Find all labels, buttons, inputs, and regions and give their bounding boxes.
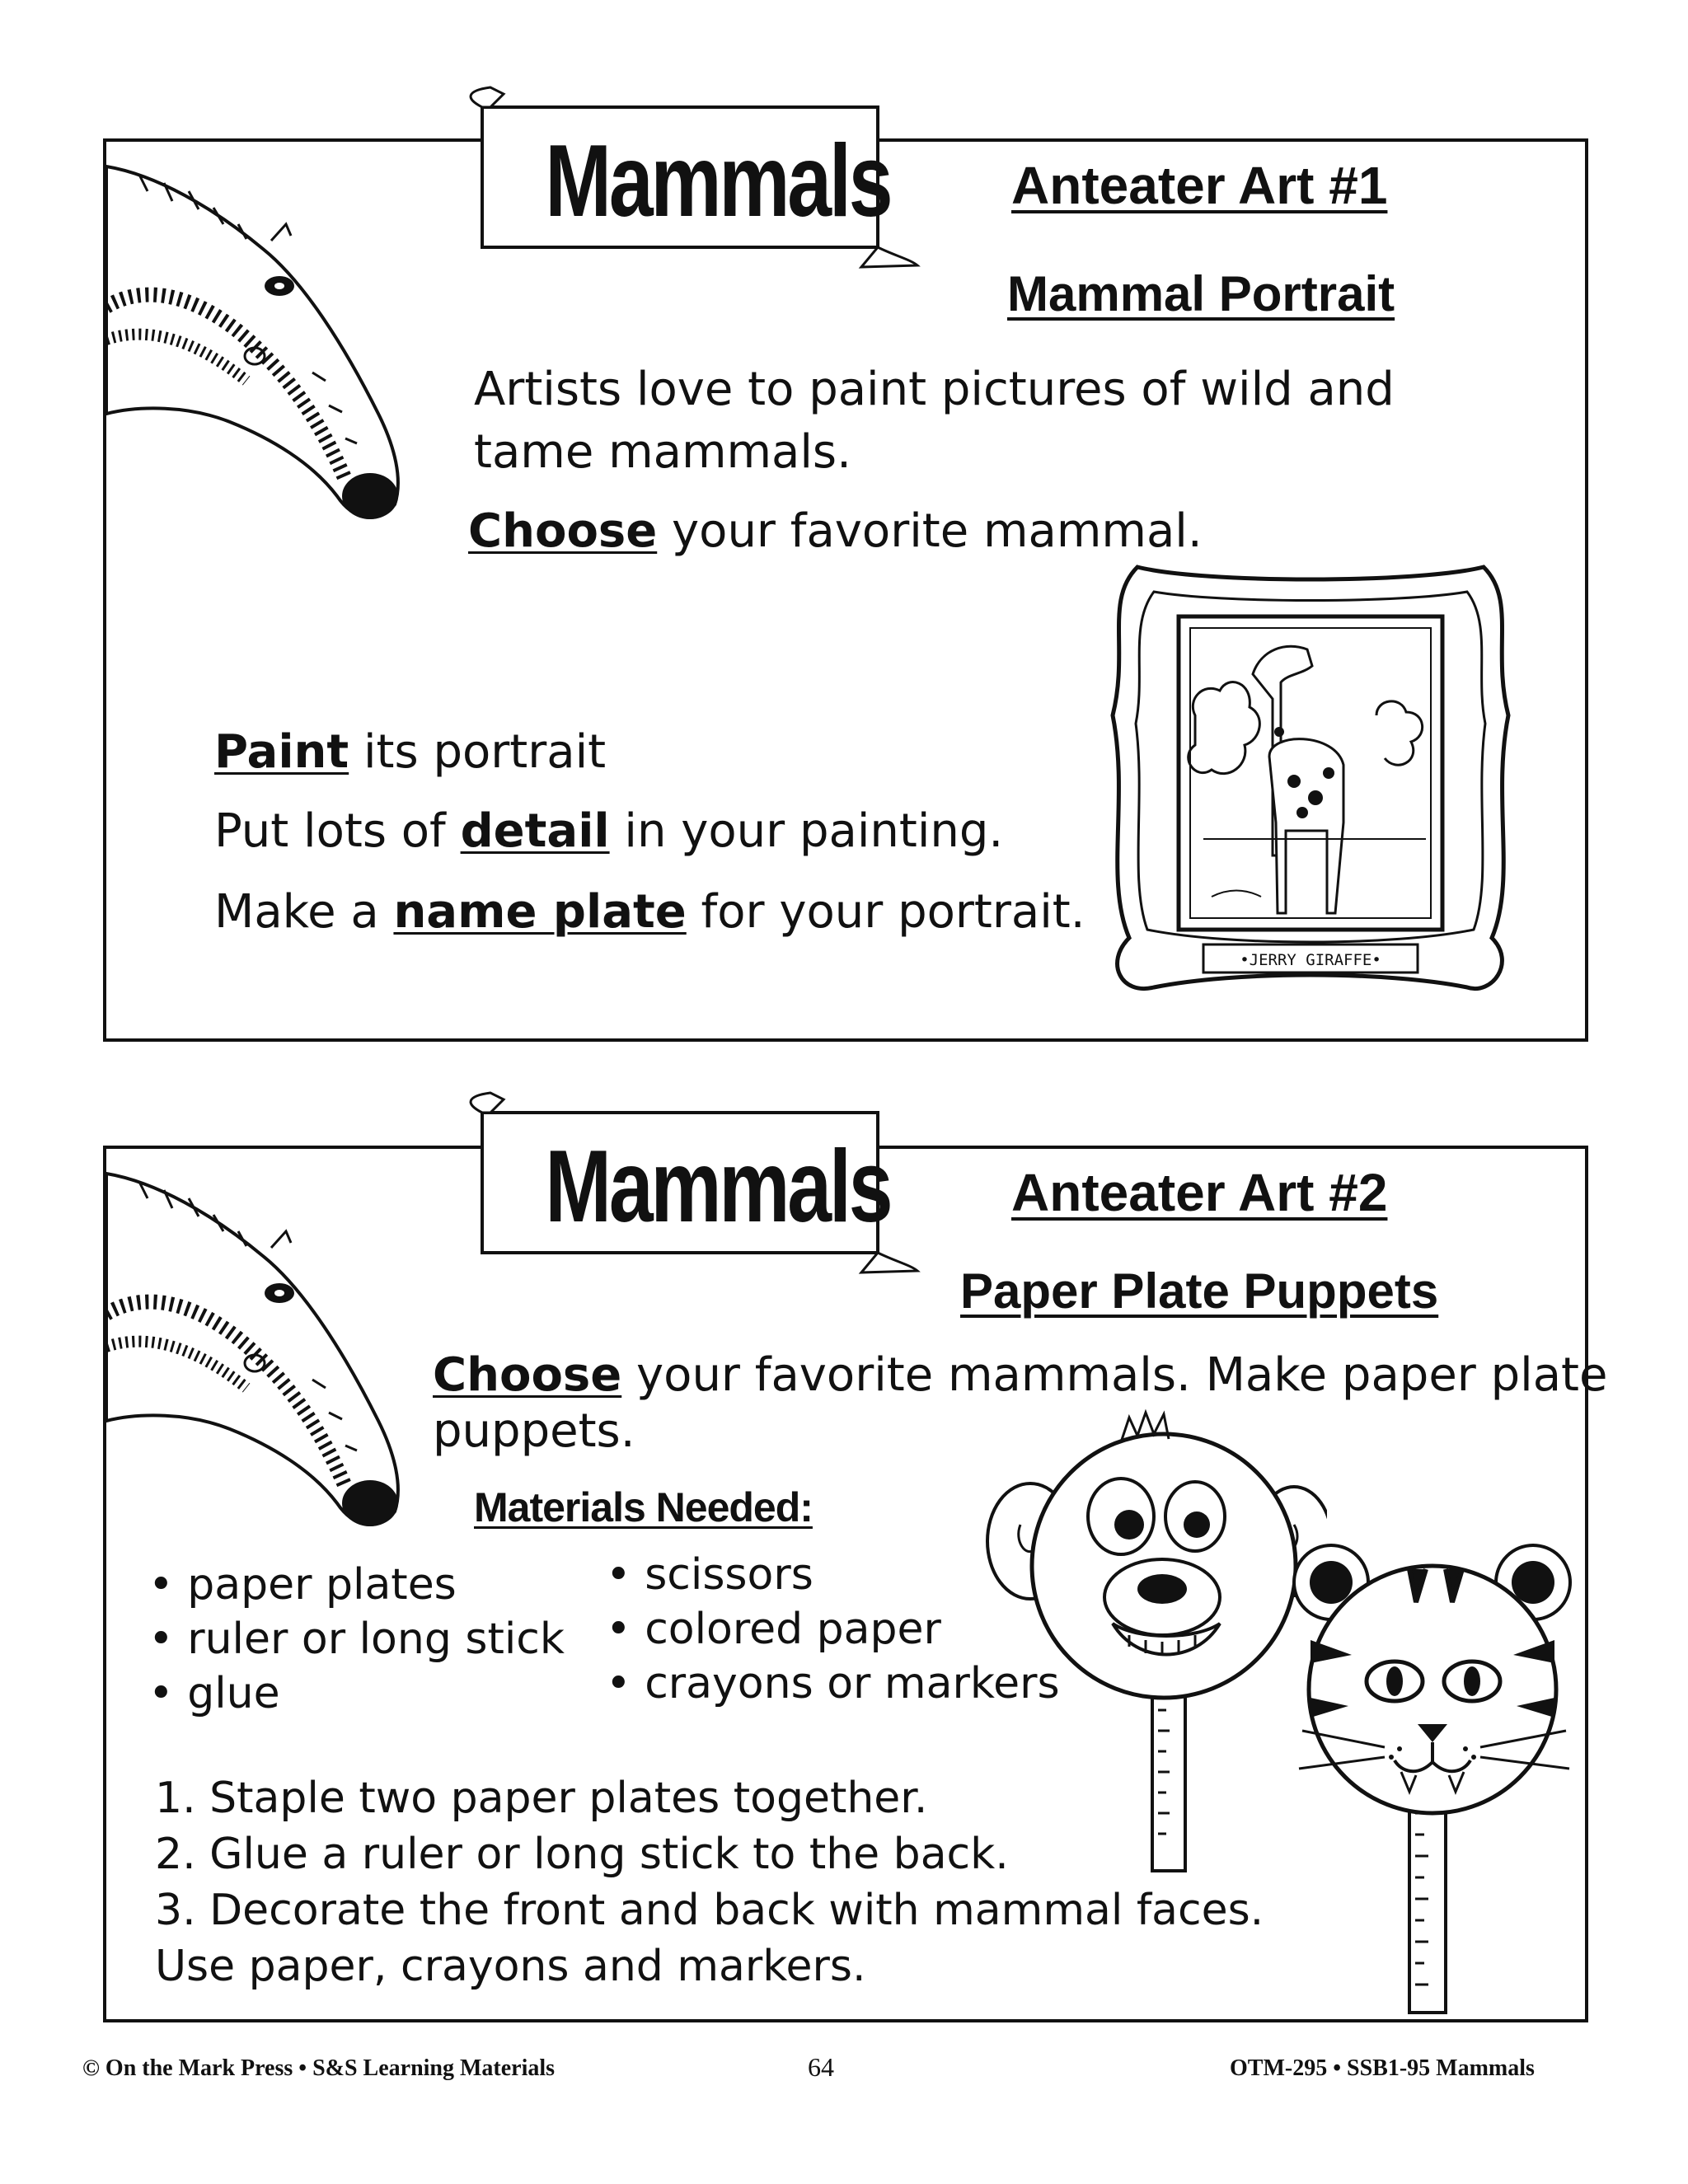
paint-instruction [214, 722, 606, 783]
mammals-banner-2 [466, 1088, 927, 1286]
material-item: • colored paper [606, 1605, 941, 1654]
materials-heading: Materials Needed: [474, 1484, 813, 1530]
card-title-2: Anteater Art #2 [1011, 1163, 1388, 1222]
anteater-illustration [106, 142, 452, 529]
name-text-pre: Make a [214, 885, 394, 939]
page-number: 64 [808, 2052, 834, 2082]
choose-instruction [468, 501, 1203, 562]
detail-instruction [214, 801, 1003, 862]
card-subtitle: Mammal Portrait [1007, 266, 1395, 321]
detail-text-pre: Put lots of [214, 804, 461, 858]
detail-text-post: in your painting. [609, 804, 1004, 858]
anteater-illustration-2 [106, 1149, 452, 1536]
materials-list-left [148, 1558, 565, 1721]
name-plate-label: •JERRY GIRAFFE• [1240, 951, 1381, 969]
banner-title-2: Mammals [545, 1130, 891, 1244]
choose-text-2: your favorite mammals. Make paper plate [621, 1348, 1608, 1402]
keyword-name-plate: name plate [393, 885, 687, 939]
step-item: 1. Staple two paper plates together. [155, 1774, 928, 1823]
paint-text: its portrait [349, 725, 607, 779]
footer-product-code: OTM-295 • SSB1-95 Mammals [1230, 2055, 1535, 2081]
choose-instruction-2 [433, 1345, 1607, 1406]
material-item: • glue [148, 1669, 280, 1718]
keyword-detail: detail [460, 804, 610, 858]
keyword-choose-2: Choose [433, 1348, 622, 1402]
name-plate-instruction [214, 882, 1085, 943]
material-item: • crayons or markers [606, 1659, 1060, 1708]
material-item: • ruler or long stick [148, 1615, 565, 1664]
intro-line-1: Artists love to paint pictures of wild and [474, 363, 1395, 416]
choose-text: your favorite mammal. [657, 504, 1203, 558]
footer-copyright: © On the Mark Press • S&S Learning Materials [82, 2055, 556, 2081]
material-item: • scissors [606, 1550, 814, 1600]
card-subtitle-2: Paper Plate Puppets [960, 1263, 1439, 1319]
card-title: Anteater Art #1 [1011, 156, 1388, 215]
keyword-choose: Choose [468, 504, 658, 558]
mammals-banner [466, 82, 927, 280]
keyword-paint: Paint [214, 725, 349, 779]
step-item: 3. Decorate the front and back with mammal faces. [155, 1886, 1264, 1935]
monkey-puppet-illustration [981, 1401, 1327, 1879]
name-text-post: for your portrait. [686, 885, 1085, 939]
tiger-puppet-illustration [1286, 1533, 1582, 2027]
step-item: Use paper, crayons and markers. [155, 1942, 866, 1991]
step-item: 2. Glue a ruler or long stick to the back. [155, 1830, 1009, 1879]
choose-line-2: puppets. [433, 1404, 635, 1458]
banner-title: Mammals [545, 124, 891, 238]
intro-line-2: tame mammals. [474, 425, 851, 479]
giraffe-portrait-frame [1104, 551, 1517, 1012]
material-item: • paper plates [148, 1560, 457, 1610]
